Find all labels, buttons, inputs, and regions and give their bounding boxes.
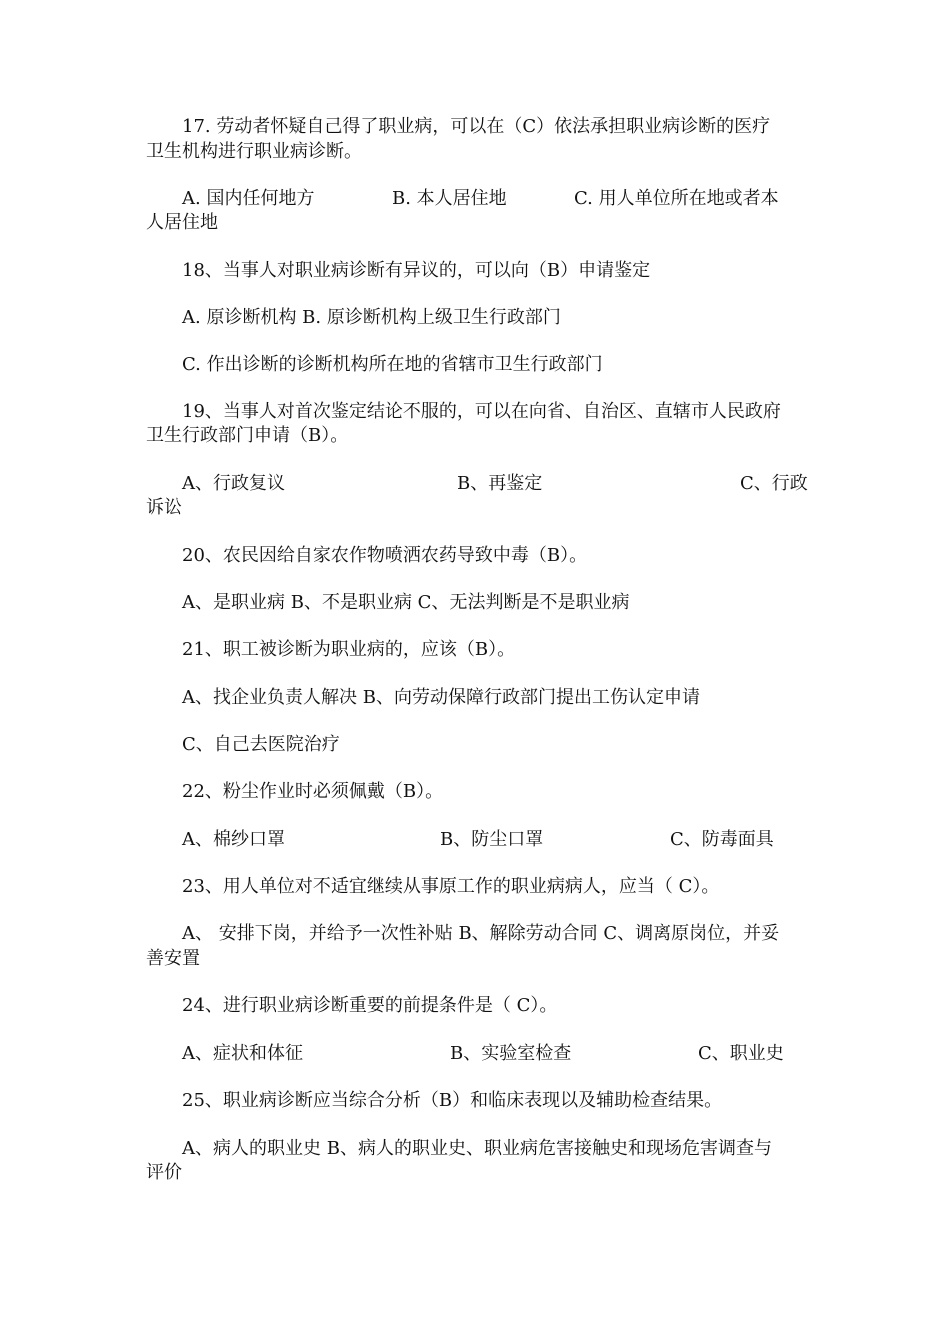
question-21: 21、职工被诊断为职业病的，应该（B）。 [182, 639, 516, 660]
q17-option-c-cont: 人居住地 [146, 212, 218, 233]
q24-option-b: B、实验室检查 [450, 1043, 572, 1064]
question-17-line-1: 17. 劳动者怀疑自己得了职业病，可以在（C）依法承担职业病诊断的医疗 [182, 116, 771, 137]
q22-option-b: B、防尘口罩 [440, 829, 544, 850]
q17-option-b: B. 本人居住地 [392, 188, 507, 209]
q21-options-ab: A、找企业负责人解决 B、向劳动保障行政部门提出工伤认定申请 [182, 687, 700, 708]
q18-options-ab: A. 原诊断机构 B. 原诊断机构上级卫生行政部门 [182, 307, 561, 328]
question-18: 18、当事人对职业病诊断有异议的，可以向（B）申请鉴定 [182, 260, 651, 281]
question-25: 25、职业病诊断应当综合分析（B）和临床表现以及辅助检查结果。 [182, 1090, 723, 1111]
q20-options: A、是职业病 B、不是职业病 C、无法判断是不是职业病 [182, 592, 630, 613]
q19-option-a: A、行政复议 [182, 473, 285, 494]
question-23: 23、用人单位对不适宜继续从事原工作的职业病病人，应当（ C）。 [182, 876, 720, 897]
q19-option-c: C、行政 [740, 473, 808, 494]
q22-option-a: A、棉纱口罩 [182, 829, 285, 850]
question-20: 20、农民因给自家农作物喷洒农药导致中毒（B）。 [182, 545, 588, 566]
q17-option-c: C. 用人单位所在地或者本 [574, 188, 779, 209]
q19-option-b: B、再鉴定 [457, 473, 543, 494]
question-22: 22、粉尘作业时必须佩戴（B）。 [182, 781, 444, 802]
q25-options-line-1: A、病人的职业史 B、病人的职业史、职业病危害接触史和现场危害调查与 [182, 1138, 772, 1159]
q17-option-a: A. 国内任何地方 [182, 188, 315, 209]
q23-options-line-1: A、 安排下岗，并给予一次性补贴 B、解除劳动合同 C、调离原岗位，并妥 [182, 923, 780, 944]
q19-option-c-cont: 诉讼 [146, 497, 182, 518]
q25-options-line-2: 评价 [146, 1162, 182, 1183]
q22-option-c: C、防毒面具 [670, 829, 774, 850]
question-19-line-1: 19、当事人对首次鉴定结论不服的，可以在向省、自治区、直辖市人民政府 [182, 401, 781, 422]
question-19-line-2: 卫生行政部门申请（B）。 [146, 425, 349, 446]
q23-options-line-2: 善安置 [146, 948, 200, 969]
question-24: 24、进行职业病诊断重要的前提条件是（ C）。 [182, 995, 558, 1016]
q21-option-c: C、自己去医院治疗 [182, 734, 340, 755]
q24-option-c: C、职业史 [698, 1043, 784, 1064]
question-17-line-2: 卫生机构进行职业病诊断。 [146, 141, 362, 162]
q18-option-c: C. 作出诊断的诊断机构所在地的省辖市卫生行政部门 [182, 354, 603, 375]
q24-option-a: A、症状和体征 [182, 1043, 303, 1064]
